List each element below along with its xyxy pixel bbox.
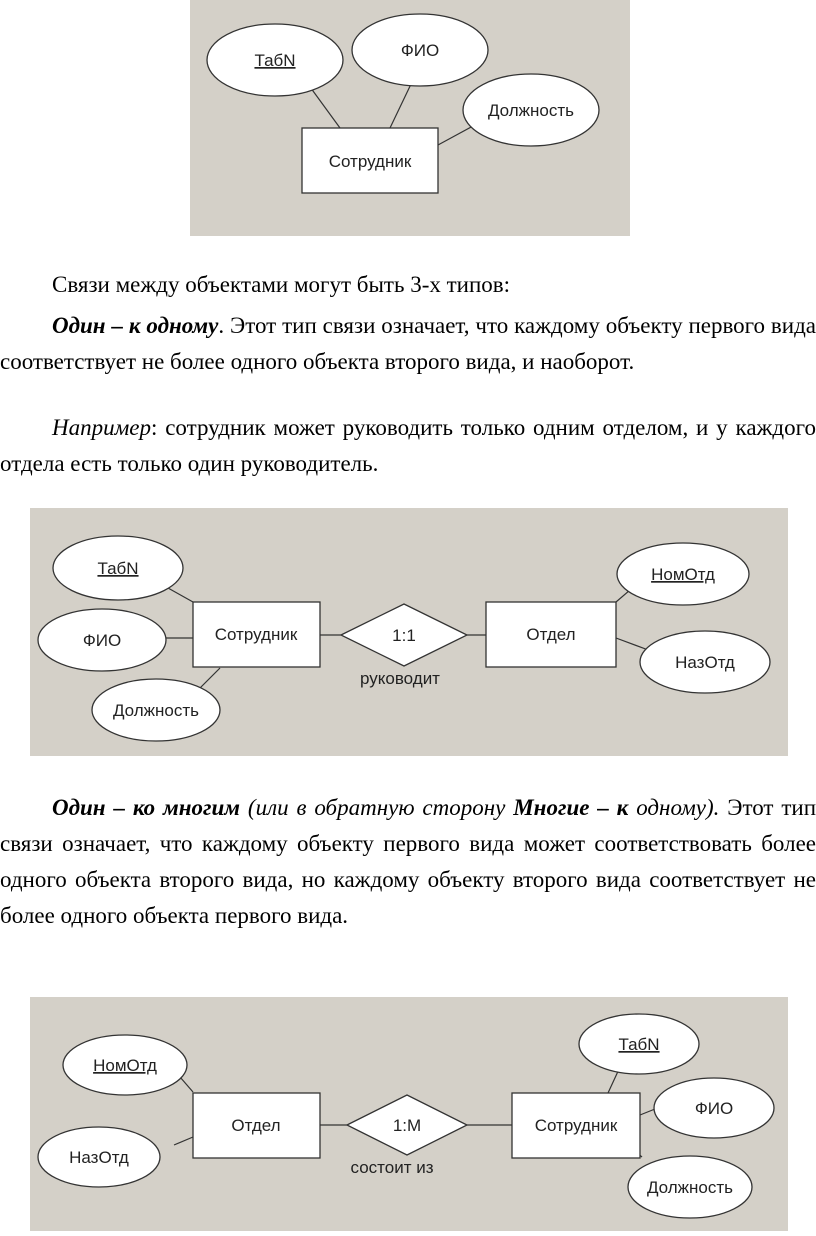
attribute-tabn [53, 536, 183, 600]
attribute-tabn [579, 1014, 699, 1074]
attribute-dept-name [640, 631, 770, 693]
attribute-dept-name [38, 1127, 160, 1187]
attribute-dept-number [63, 1035, 187, 1095]
svg-text:1:1: 1:1 [392, 626, 416, 645]
er-diagram-one-to-one [30, 508, 788, 756]
svg-text:НазОтд: НазОтд [69, 1148, 129, 1167]
svg-text:1:M: 1:M [392, 1116, 422, 1135]
svg-text:Сотрудник: Сотрудник [214, 625, 298, 644]
many-to-one-term: Многие – к [513, 795, 629, 820]
relationship-label: состоит из [350, 1158, 434, 1177]
one-to-many-term: Один – ко многим [52, 795, 241, 820]
svg-text:ФИО: ФИО [82, 631, 122, 650]
attribute-fio [38, 609, 166, 671]
svg-text:ТабN: ТабN [97, 559, 139, 578]
one-to-many-paragraph [0, 790, 816, 934]
svg-text:Сотрудник: Сотрудник [328, 152, 412, 171]
reverse-note-end: одному). [628, 795, 720, 820]
svg-text:ТабN: ТабN [254, 51, 296, 70]
attribute-fio [352, 14, 488, 86]
svg-text:НазОтд: НазОтд [675, 653, 735, 672]
entity-department [486, 602, 616, 667]
svg-text:Отдел: Отдел [526, 625, 576, 644]
one-to-one-paragraph [0, 308, 816, 380]
attribute-position [628, 1156, 752, 1218]
entity-department [193, 1093, 320, 1158]
attribute-position [463, 74, 599, 146]
svg-text:ФИО: ФИО [400, 41, 440, 60]
reverse-note: (или в обратную сторону [240, 795, 514, 820]
svg-text:ТабN: ТабN [618, 1035, 660, 1054]
entity-employee [302, 128, 438, 193]
svg-text:НомОтд: НомОтд [651, 565, 715, 584]
svg-text:Сотрудник: Сотрудник [534, 1116, 618, 1135]
one-to-one-desc: . Этот тип связи означает, что каждому объекту первого вида соответствует не более одного объекта второго вида, и наоборот. [0, 313, 816, 374]
er-diagram-one-to-many [30, 997, 788, 1231]
svg-text:Отдел: Отдел [231, 1116, 281, 1135]
example-desc: : сотрудник может руководить только одним отделом, и у каждого отдела есть только один руководитель. [0, 415, 816, 476]
svg-text:Должность: Должность [487, 101, 575, 120]
attribute-tabn [207, 24, 343, 96]
attribute-fio [654, 1078, 774, 1138]
svg-text:Должность: Должность [646, 1178, 734, 1197]
intro-line: Связи между объектами могут быть 3-х типов: [52, 272, 511, 297]
svg-text:ФИО: ФИО [694, 1099, 734, 1118]
example-paragraph [0, 410, 816, 482]
attribute-dept-number [617, 543, 749, 605]
one-to-one-term: Один – к одному [52, 313, 219, 338]
svg-text:Должность: Должность [112, 701, 200, 720]
example-term: Например [52, 415, 151, 440]
attribute-position [92, 679, 220, 741]
entity-employee [512, 1093, 640, 1158]
relationship-label: руководит [360, 669, 440, 688]
entity-employee [193, 602, 320, 667]
er-diagram-employee [190, 0, 630, 236]
one-to-many-desc: Этот тип связи означает, что каждому объекту первого вида может соответствовать более одного объекта второго вида, но каждому объекту второго вида соответствует не более одного объекта первого вида. [0, 795, 816, 928]
svg-text:НомОтд: НомОтд [93, 1056, 157, 1075]
